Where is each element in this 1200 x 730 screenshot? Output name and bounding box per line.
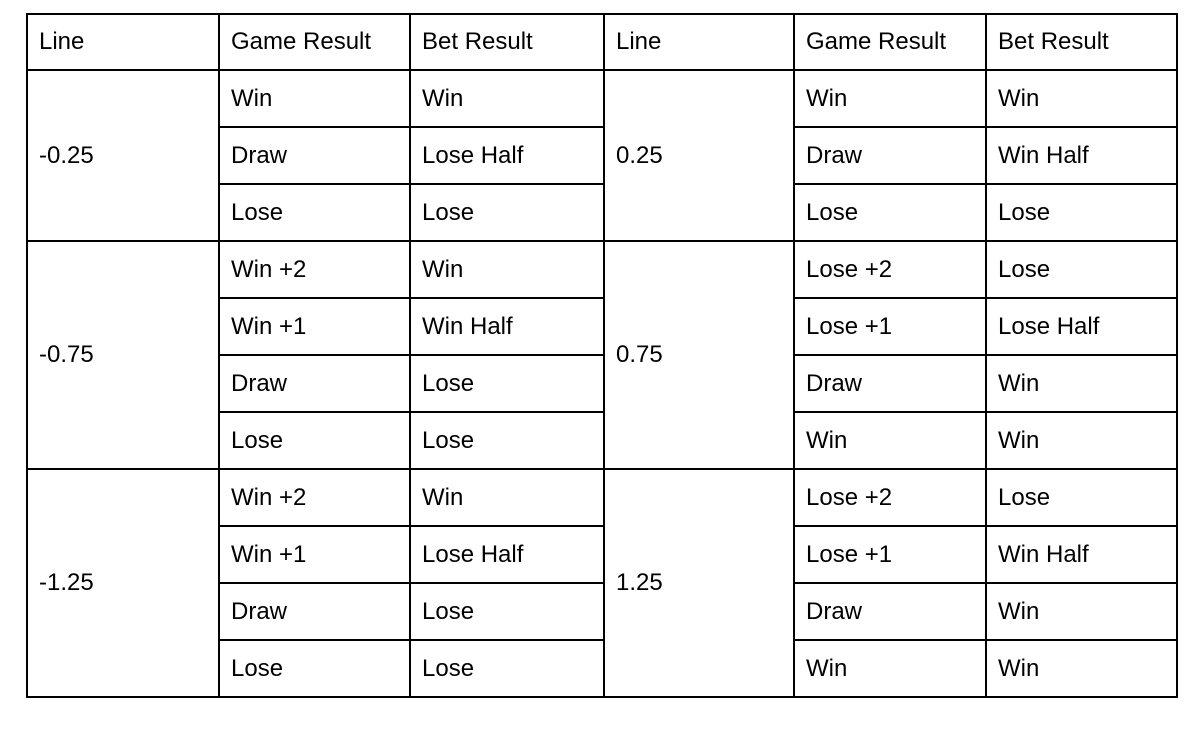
bet-result-left: Win [410, 241, 604, 298]
header-line-right: Line [604, 14, 794, 70]
bet-result-right: Lose Half [986, 298, 1177, 355]
bet-result-right: Lose [986, 184, 1177, 241]
game-result-right: Lose +1 [794, 526, 986, 583]
header-bet-result-right: Bet Result [986, 14, 1177, 70]
game-result-left: Draw [219, 355, 410, 412]
table-row [27, 70, 1177, 127]
game-result-right: Draw [794, 355, 986, 412]
table-body [27, 14, 1177, 697]
game-result-left: Draw [219, 127, 410, 184]
bet-result-right: Win [986, 583, 1177, 640]
game-result-left: Win [219, 70, 410, 127]
game-result-right: Draw [794, 583, 986, 640]
bet-result-right: Win [986, 412, 1177, 469]
bet-result-right: Win [986, 70, 1177, 127]
bet-result-right: Win [986, 640, 1177, 697]
bet-result-left: Lose [410, 184, 604, 241]
bet-result-left: Lose [410, 412, 604, 469]
game-result-right: Lose [794, 184, 986, 241]
game-result-right: Win [794, 70, 986, 127]
line-value-right: 1.25 [604, 469, 794, 697]
header-bet-result-left: Bet Result [410, 14, 604, 70]
bet-result-right: Win [986, 355, 1177, 412]
bet-result-left: Lose [410, 640, 604, 697]
table-row [27, 241, 1177, 298]
game-result-left: Win +1 [219, 526, 410, 583]
header-game-result-right: Game Result [794, 14, 986, 70]
game-result-right: Win [794, 640, 986, 697]
game-result-left: Lose [219, 412, 410, 469]
bet-result-right: Win Half [986, 127, 1177, 184]
bet-result-left: Lose [410, 583, 604, 640]
header-row [27, 14, 1177, 70]
line-value-left: -0.75 [27, 241, 219, 469]
bet-result-right: Lose [986, 241, 1177, 298]
bet-result-left: Win [410, 469, 604, 526]
bet-result-left: Lose Half [410, 127, 604, 184]
game-result-right: Draw [794, 127, 986, 184]
game-result-left: Win +1 [219, 298, 410, 355]
game-result-right: Lose +2 [794, 241, 986, 298]
line-value-right: 0.75 [604, 241, 794, 469]
bet-result-right: Lose [986, 469, 1177, 526]
bet-result-left: Win [410, 70, 604, 127]
bet-result-left: Lose [410, 355, 604, 412]
game-result-right: Lose +1 [794, 298, 986, 355]
line-value-right: 0.25 [604, 70, 794, 241]
header-line-left: Line [27, 14, 219, 70]
bet-result-right: Win Half [986, 526, 1177, 583]
game-result-left: Lose [219, 640, 410, 697]
header-game-result-left: Game Result [219, 14, 410, 70]
line-value-left: -0.25 [27, 70, 219, 241]
handicap-results-table [26, 13, 1178, 698]
game-result-left: Draw [219, 583, 410, 640]
table-row [27, 469, 1177, 526]
game-result-left: Lose [219, 184, 410, 241]
game-result-right: Lose +2 [794, 469, 986, 526]
game-result-left: Win +2 [219, 241, 410, 298]
bet-result-left: Win Half [410, 298, 604, 355]
bet-result-left: Lose Half [410, 526, 604, 583]
game-result-right: Win [794, 412, 986, 469]
line-value-left: -1.25 [27, 469, 219, 697]
game-result-left: Win +2 [219, 469, 410, 526]
